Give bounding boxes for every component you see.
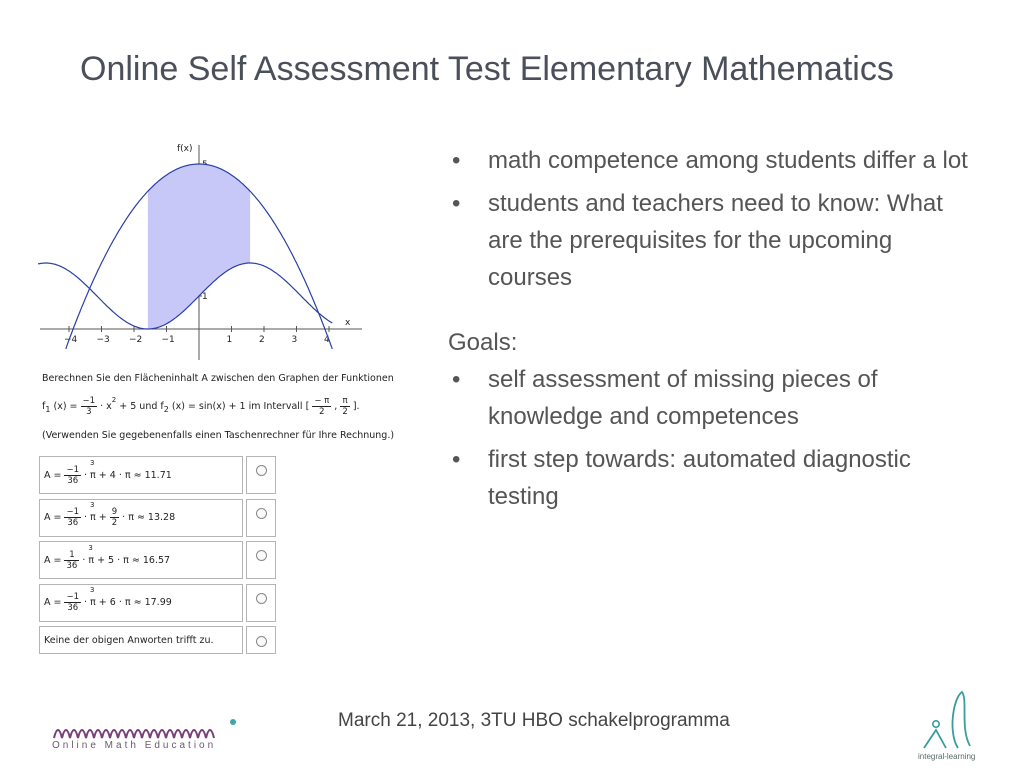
- answer-expression: A = $\frac{1}{36}$ · π 3 + 5 · π ≈ 16.57: [39, 541, 243, 579]
- goals-heading: Goals:: [448, 329, 518, 356]
- answer-radio-cell: [246, 541, 276, 579]
- bullet-text: math competence among students differ a lot: [488, 147, 968, 174]
- function-graph: [32, 130, 442, 370]
- f1-coefficient: $\frac{-1}{3}$: [82, 396, 96, 417]
- interval-end: $\frac{\pi}{2}$: [342, 396, 348, 417]
- bullet-item: [448, 185, 968, 296]
- interval-separator: ,: [334, 401, 338, 412]
- x-tick-label: 2: [259, 335, 265, 345]
- answer-expression: A = $\frac{-1}{36}$ · π 3 + 4 · π ≈ 11.71: [39, 456, 243, 494]
- bullet-dot: •: [452, 366, 461, 393]
- answer-radio-cell: [246, 626, 276, 654]
- bullet-dot: •: [452, 147, 461, 174]
- answer-expression: A = $\frac{-1}{36}$ · π 3 + $\frac{9}{2}$ · π ≈ 13.28: [39, 499, 243, 537]
- answer-radio-button[interactable]: [256, 636, 267, 647]
- answer-radio-button[interactable]: [256, 550, 267, 561]
- x-tick-label: 1: [226, 335, 233, 345]
- slide-title: Online Self Assessment Test Elementary Mathematics: [80, 50, 894, 88]
- task-instruction: Berechnen Sie den Flächeninhalt A zwischen den Graphen der Funktionen: [42, 373, 394, 384]
- answer-radio-button[interactable]: [256, 593, 267, 604]
- f1-subscript: 1: [45, 404, 51, 414]
- logo-right-text: integral-learning: [918, 752, 976, 761]
- f1-exponent: 2: [111, 395, 117, 404]
- assessment-figure: [32, 130, 442, 660]
- answer-radio-cell: [246, 456, 276, 494]
- answer-radio-button[interactable]: [256, 508, 267, 519]
- answer-none-text: Keine der obigen Anworten trifft zu.: [39, 626, 243, 654]
- f2-definition: (x) = sin(x) + 1 im Intervall [: [171, 401, 310, 412]
- logo-wave-icon: [54, 730, 214, 738]
- f1-name: f: [42, 401, 46, 412]
- bullet-item: [448, 441, 968, 515]
- answer-radio-button[interactable]: [256, 465, 267, 476]
- bullet-item: [448, 361, 968, 435]
- interval-start: $\frac{- \pi}{2}$: [314, 396, 330, 417]
- f1-arg: (x) =: [53, 401, 78, 412]
- f2-subscript: 2: [163, 404, 169, 414]
- x-axis-label: x: [345, 318, 351, 328]
- bullet-item: [448, 142, 968, 179]
- integral-learning-logo: [918, 688, 978, 750]
- x-tick-label: −3: [96, 335, 110, 345]
- x-tick-label: −4: [64, 335, 78, 345]
- answer-option: [39, 456, 279, 496]
- task-hint: (Verwenden Sie gegebenenfalls einen Taschenrechner für Ihre Rechnung.): [42, 430, 395, 441]
- slide-content: [448, 142, 968, 521]
- x-tick-label: −2: [129, 335, 143, 345]
- logo-left-text: Online Math Education: [52, 740, 217, 751]
- interval-close: ].: [352, 401, 360, 412]
- task-functions: [42, 396, 442, 417]
- answer-radio-cell: [246, 499, 276, 537]
- answer-option: [39, 626, 279, 656]
- answer-radio-cell: [246, 584, 276, 622]
- answer-option: [39, 584, 279, 624]
- y-tick-label: 1: [202, 292, 208, 302]
- answer-option: [39, 541, 279, 581]
- x-tick-label: −1: [161, 335, 175, 345]
- bullet-text: self assessment of missing pieces of knowledge and competences: [488, 366, 878, 430]
- x-tick-label: 3: [291, 335, 298, 345]
- x-tick-label: 4: [324, 335, 330, 345]
- answer-option: [39, 499, 279, 539]
- answer-expression: A = $\frac{-1}{36}$ · π 3 + 6 · π ≈ 17.99: [39, 584, 243, 622]
- footer-date: March 21, 2013, 3TU HBO schakelprogramma: [338, 710, 730, 731]
- y-axis-label: f(x): [177, 144, 193, 154]
- bullet-dot: •: [452, 446, 461, 473]
- answer-options: [39, 456, 279, 659]
- f1-rest: + 5 und f: [119, 401, 164, 412]
- bullet-text: students and teachers need to know: What are the prerequisites for the upcoming courses: [488, 190, 943, 291]
- bullet-dot: •: [452, 190, 461, 217]
- bullet-text: first step towards: automated diagnostic testing: [488, 446, 911, 510]
- f1-x: · x: [100, 401, 112, 412]
